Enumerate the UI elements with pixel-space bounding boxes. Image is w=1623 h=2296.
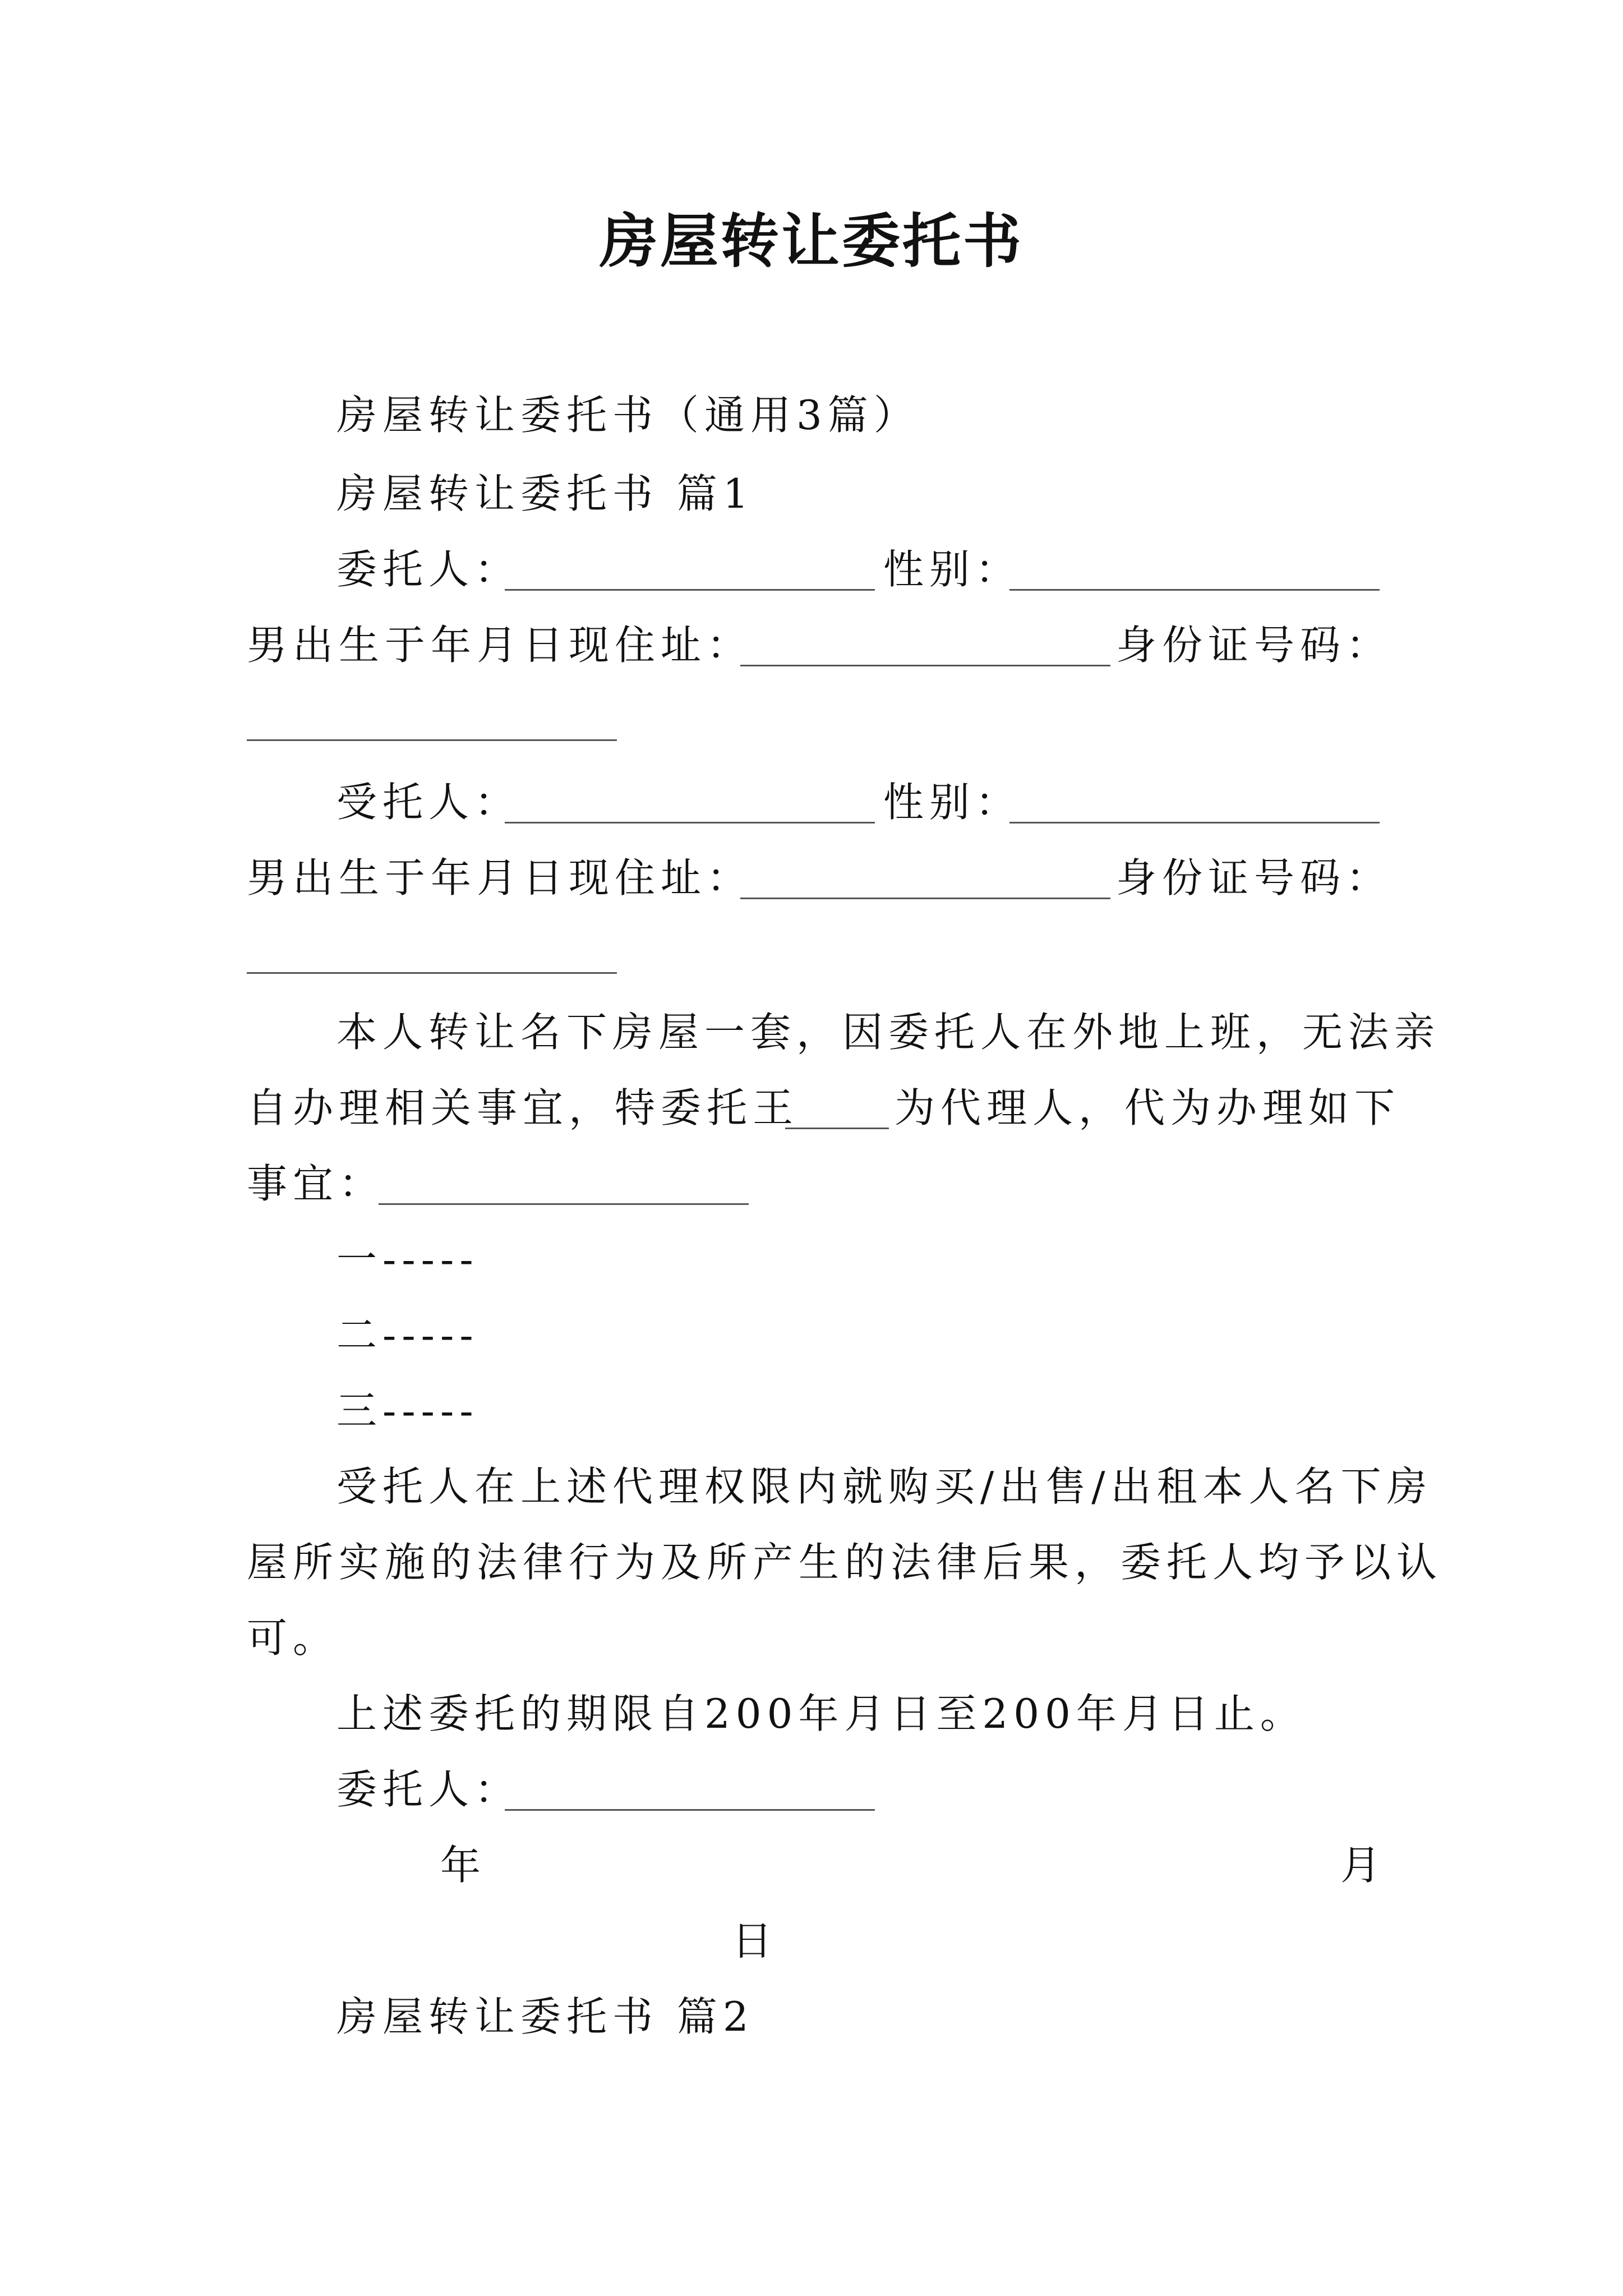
section-heading-1: 房屋转让委托书 篇1 xyxy=(336,470,754,517)
principal-name-blank xyxy=(505,589,875,591)
agent-gender-blank xyxy=(1009,822,1380,823)
para1-line2b: 为代理人，代为办理如下 xyxy=(895,1084,1401,1131)
signature-blank xyxy=(505,1809,875,1811)
agent-surname-blank xyxy=(785,1128,889,1129)
principal-name-label: 委托人： xyxy=(336,546,521,593)
date-day: 日 xyxy=(732,1917,778,1964)
item-1: 一----- xyxy=(336,1236,479,1283)
para2-line3: 可。 xyxy=(247,1614,339,1662)
date-month: 月 xyxy=(1340,1842,1387,1889)
item-2: 二----- xyxy=(336,1312,479,1359)
principal-birth-address-label: 男出生于年月日现住址： xyxy=(247,622,753,669)
agent-name-label: 受托人： xyxy=(336,779,521,826)
period-text: 上述委托的期限自200年月日至200年月日止。 xyxy=(336,1690,1306,1737)
para1-line3: 事宜： xyxy=(247,1160,385,1207)
principal-address-blank xyxy=(740,665,1110,666)
para1-line2a: 自办理相关事宜，特委托王 xyxy=(247,1084,799,1131)
para2-line1: 受托人在上述代理权限内就购买/出售/出租本人名下房 xyxy=(336,1463,1433,1510)
document-title: 房屋转让委托书 xyxy=(599,206,1023,275)
para2-line2: 屋所实施的法律行为及所产生的法律后果，委托人均予以认 xyxy=(247,1539,1443,1586)
principal-gender-blank xyxy=(1009,589,1380,591)
agent-birth-address-label: 男出生于年月日现住址： xyxy=(247,854,753,901)
agent-gender-label: 性别： xyxy=(883,779,1022,826)
principal-gender-label: 性别： xyxy=(883,546,1022,593)
matters-blank xyxy=(379,1203,749,1205)
document-subtitle: 房屋转让委托书（通用3篇） xyxy=(336,392,920,439)
agent-id-label: 身份证号码： xyxy=(1116,854,1393,901)
date-year: 年 xyxy=(440,1842,487,1889)
section-heading-2: 房屋转让委托书 篇2 xyxy=(336,1993,754,2040)
principal-id-label: 身份证号码： xyxy=(1116,622,1393,669)
agent-address-blank xyxy=(740,898,1110,899)
agent-name-blank xyxy=(505,822,875,823)
para1-line1: 本人转让名下房屋一套，因委托人在外地上班，无法亲 xyxy=(336,1009,1441,1056)
item-3: 三----- xyxy=(336,1387,479,1434)
signature-label: 委托人： xyxy=(336,1766,521,1813)
agent-id-blank xyxy=(247,972,617,974)
principal-id-blank xyxy=(247,739,617,741)
